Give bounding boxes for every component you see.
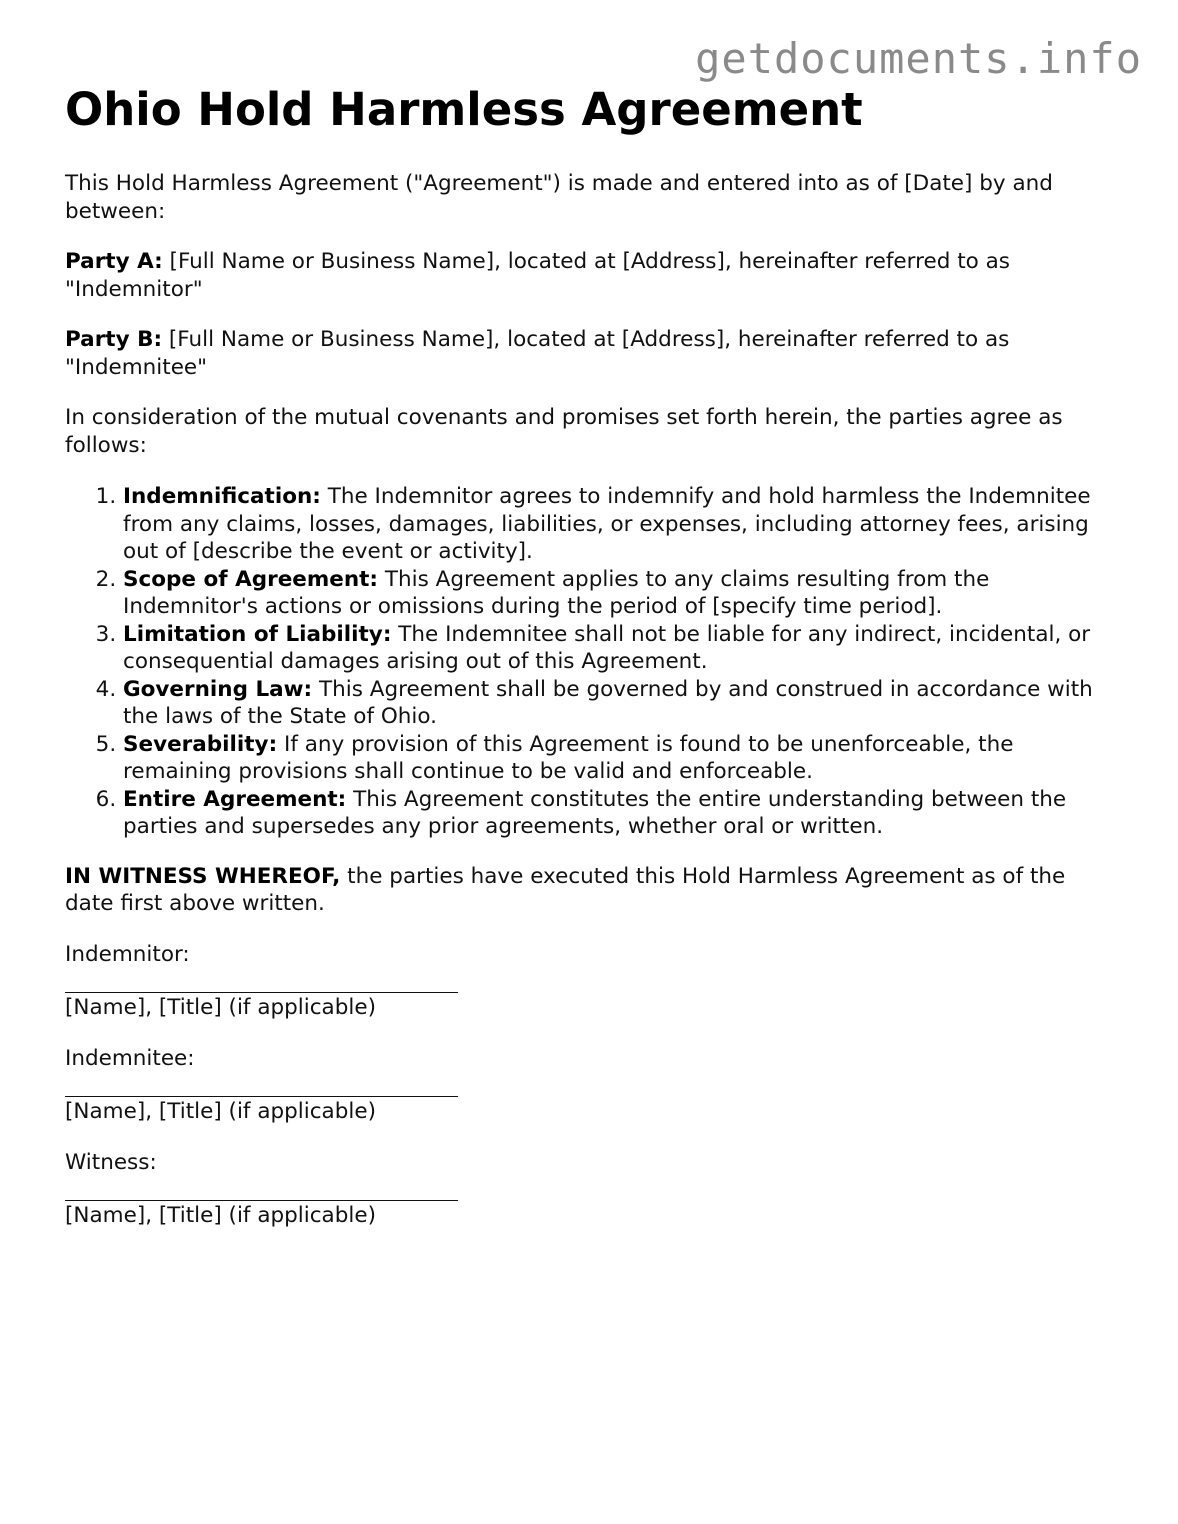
clause-heading: Entire Agreement: bbox=[123, 786, 347, 812]
party-a-label: Party A: bbox=[65, 249, 163, 274]
clause-item bbox=[123, 786, 1113, 841]
signature-label: Indemnitee: bbox=[65, 1045, 195, 1071]
clause-list bbox=[65, 483, 1113, 841]
party-a-paragraph bbox=[65, 248, 1113, 303]
witness-clause-label: IN WITNESS WHEREOF, bbox=[65, 863, 341, 889]
document-title: Ohio Hold Harmless Agreement bbox=[65, 83, 863, 136]
clause-heading: Scope of Agreement: bbox=[123, 566, 379, 592]
clause-text: If any provision of this Agreement is found to be unenforceable, the remaining provisions shall continue to be valid and enforceable. bbox=[123, 731, 1014, 784]
clause-heading: Severability: bbox=[123, 731, 278, 757]
party-a-text: [Full Name or Business Name], located at [Address], hereinafter referred to as "Indemnitor" bbox=[65, 249, 1010, 302]
clause-text: This Agreement shall be governed by and construed in accordance with the laws of the State of Ohio. bbox=[123, 676, 1093, 729]
signature-name-line: [Name], [Title] (if applicable) bbox=[65, 995, 376, 1020]
party-b-label: Party B: bbox=[65, 327, 163, 352]
signature-block-witness bbox=[65, 1149, 1113, 1230]
clause-heading: Limitation of Liability: bbox=[123, 621, 392, 647]
witness-clause-text: the parties have executed this Hold Harmless Agreement as of the date first above written. bbox=[65, 863, 1066, 916]
signature-line[interactable] bbox=[65, 992, 458, 993]
party-b-paragraph bbox=[65, 326, 1113, 381]
clause-text: The Indemnitee shall not be liable for any indirect, incidental, or consequential damages arising out of this Agreement. bbox=[123, 621, 1091, 674]
clause-item bbox=[123, 483, 1113, 566]
signature-label: Witness: bbox=[65, 1149, 157, 1175]
clause-heading: Governing Law: bbox=[123, 676, 313, 702]
clause-text: This Agreement constitutes the entire understanding between the parties and supersedes any prior agreements, whether oral or written. bbox=[123, 786, 1067, 839]
intro-paragraph: This Hold Harmless Agreement ("Agreement") is made and entered into as of [Date] by and between: bbox=[65, 171, 1053, 224]
signature-line[interactable] bbox=[65, 1200, 458, 1201]
clause-item bbox=[123, 676, 1113, 731]
consideration-paragraph: In consideration of the mutual covenants and promises set forth herein, the parties agree as follows: bbox=[65, 405, 1063, 458]
signature-block-indemnitee bbox=[65, 1045, 1113, 1126]
signature-line[interactable] bbox=[65, 1096, 458, 1097]
clause-heading: Indemnification: bbox=[123, 484, 321, 509]
witness-clause-paragraph bbox=[65, 863, 1113, 918]
signature-block-indemnitor bbox=[65, 941, 1113, 1022]
watermark: getdocuments.info bbox=[695, 34, 1142, 83]
clause-text: The Indemnitor agrees to indemnify and hold harmless the Indemnitee from any claims, losses, damages, liabilities, or expenses, including attorney fees, arising out of [describe the event or activity]. bbox=[123, 484, 1091, 564]
signature-label: Indemnitor: bbox=[65, 941, 190, 967]
party-b-text: [Full Name or Business Name], located at [Address], hereinafter referred to as "Indemnitee" bbox=[65, 327, 1010, 380]
clause-item bbox=[123, 566, 1113, 621]
signature-name-line: [Name], [Title] (if applicable) bbox=[65, 1099, 376, 1124]
document-page bbox=[65, 84, 1113, 1230]
clause-item bbox=[123, 621, 1113, 676]
clause-item bbox=[123, 731, 1113, 786]
clause-text: This Agreement applies to any claims resulting from the Indemnitor's actions or omissions during the period of [specify time period]. bbox=[123, 566, 990, 619]
signature-name-line: [Name], [Title] (if applicable) bbox=[65, 1203, 376, 1228]
